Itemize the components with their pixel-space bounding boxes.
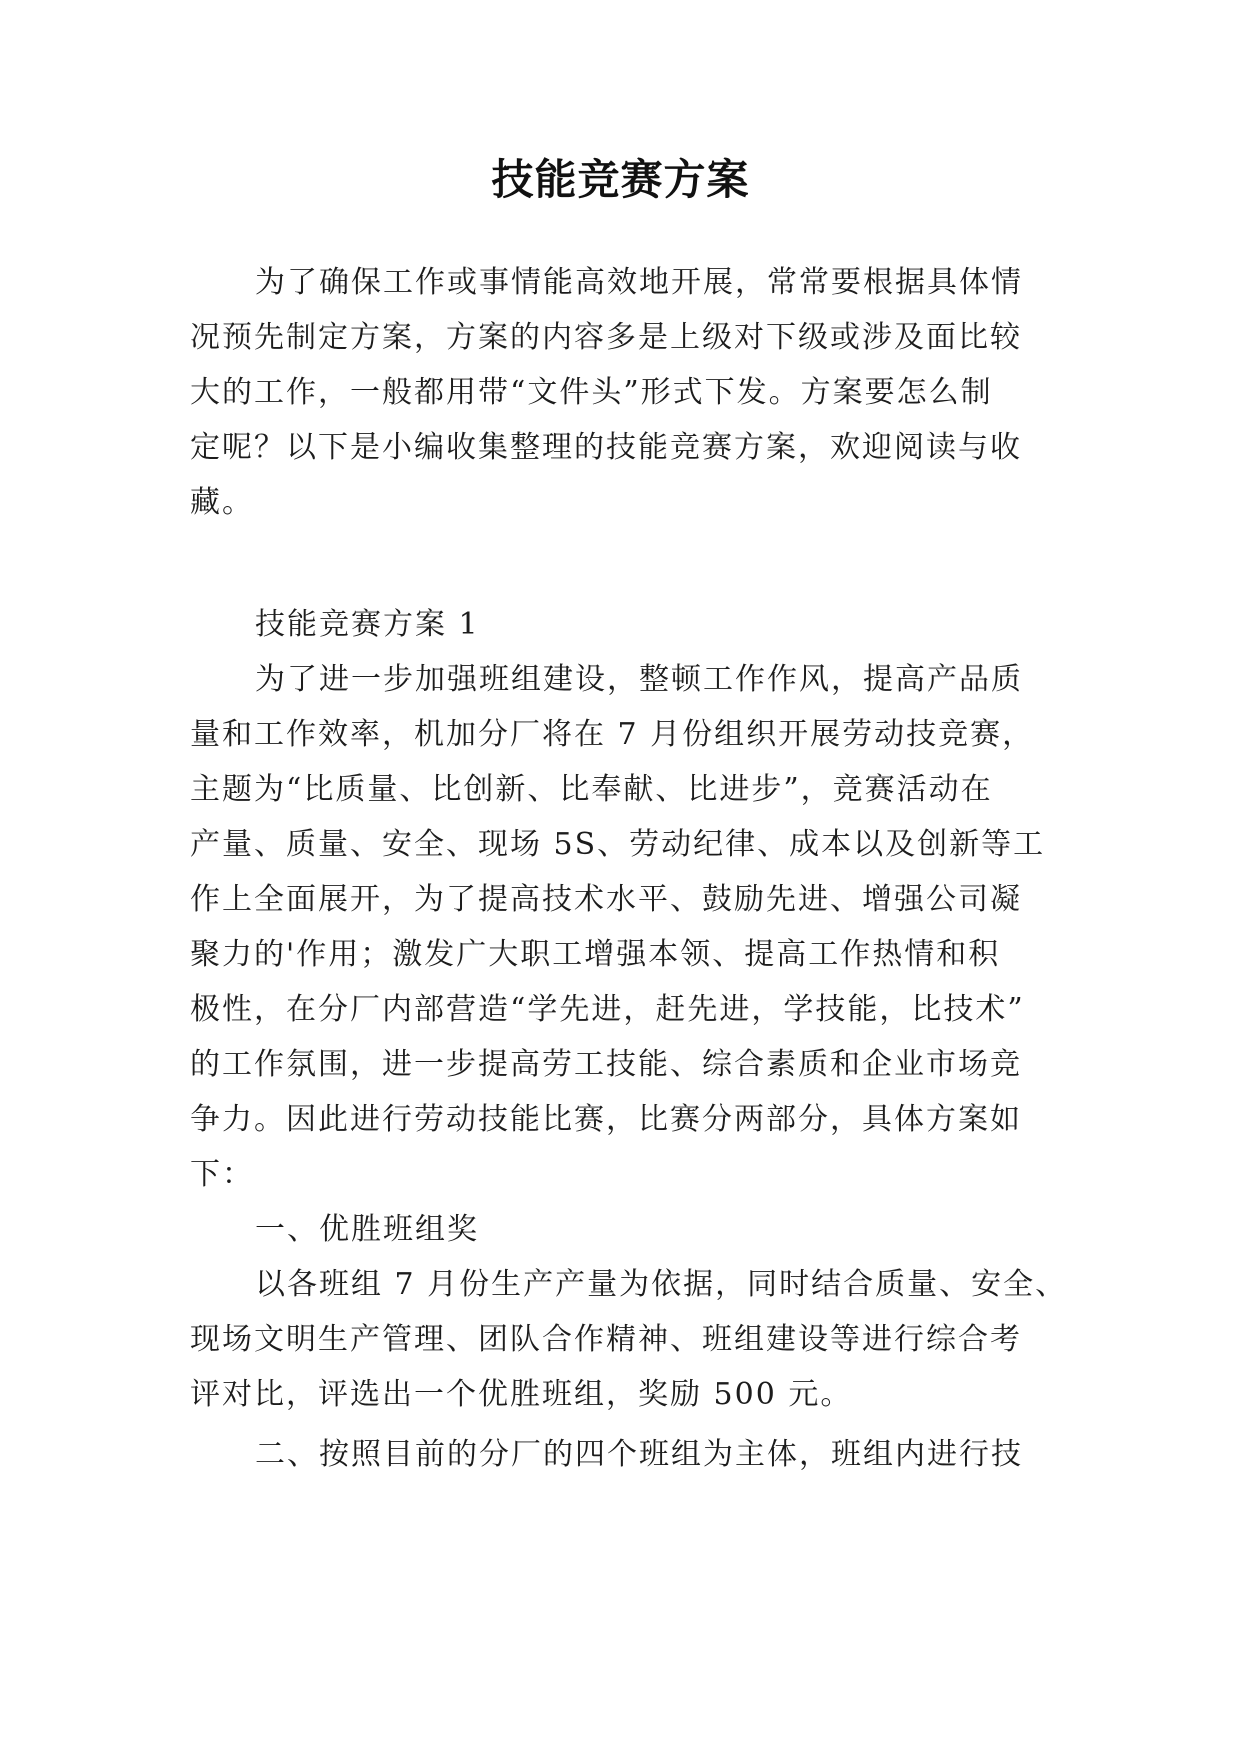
body-line: 的工作氛围，进一步提高劳工技能、综合素质和企业市场竞 <box>190 1047 1022 1082</box>
body-line: 聚力的'作用；激发广大职工增强本领、提高工作热情和积 <box>190 937 1001 972</box>
body-line: 产量、质量、安全、现场 5S、劳动纪律、成本以及创新等工 <box>190 827 1046 862</box>
intro-line: 大的工作，一般都用带“文件头”形式下发。方案要怎么制 <box>190 375 993 410</box>
item-one-heading: 一、优胜班组奖 <box>255 1212 479 1247</box>
item-one-line: 现场文明生产管理、团队合作精神、班组建设等进行综合考 <box>190 1322 1022 1357</box>
intro-line: 藏。 <box>190 485 254 520</box>
item-one-line: 评对比，评选出一个优胜班组，奖励 500 元。 <box>190 1377 853 1412</box>
intro-line: 定呢？以下是小编收集整理的技能竞赛方案，欢迎阅读与收 <box>190 430 1022 465</box>
body-line: 争力。因此进行劳动技能比赛，比赛分两部分，具体方案如 <box>190 1102 1022 1137</box>
item-two-line: 二、按照目前的分厂的四个班组为主体，班组内进行技 <box>255 1437 1023 1472</box>
section-heading: 技能竞赛方案 1 <box>255 607 480 642</box>
body-line: 下： <box>190 1157 254 1192</box>
body-line: 作上全面展开，为了提高技术水平、鼓励先进、增强公司凝 <box>190 882 1022 917</box>
body-line: 极性，在分厂内部营造“学先进，赶先进，学技能，比技术” <box>190 992 1025 1027</box>
intro-line: 况预先制定方案，方案的内容多是上级对下级或涉及面比较 <box>190 320 1022 355</box>
item-one-line: 以各班组 7 月份生产产量为依据，同时结合质量、安全、 <box>255 1267 1068 1302</box>
document-title: 技能竞赛方案 <box>491 155 750 204</box>
body-line: 为了进一步加强班组建设，整顿工作作风，提高产品质 <box>255 662 1023 697</box>
intro-line: 为了确保工作或事情能高效地开展，常常要根据具体情 <box>255 265 1023 300</box>
body-line: 主题为“比质量、比创新、比奉献、比进步”，竞赛活动在 <box>190 772 993 807</box>
body-line: 量和工作效率，机加分厂将在 7 月份组织开展劳动技竞赛， <box>190 717 1035 752</box>
